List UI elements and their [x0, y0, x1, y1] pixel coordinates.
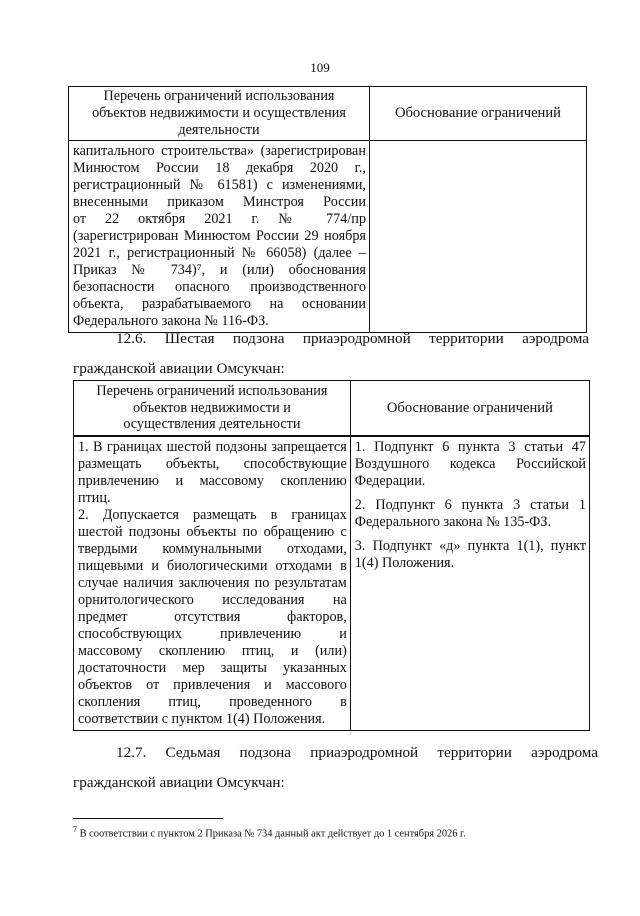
justification-item [355, 439, 586, 490]
justification-item [355, 538, 586, 572]
table-row [69, 141, 587, 333]
table-row [74, 436, 590, 731]
text-line: от 22 октября 2021 г. № 774/пр [73, 211, 366, 227]
text-line: случае наличия заключения по результатам [78, 575, 347, 591]
text-line: объекта, разрабатываемого на основании [73, 296, 366, 312]
footnote-text: В соответствии с пунктом 2 Приказа № 734 данный акт действует до 1 сентября 2026 г. [79, 828, 466, 840]
restrictions-text [78, 439, 347, 728]
text-line: 1. Подпункт 6 пункта 3 статьи 47 [354, 439, 586, 455]
text-line: Федерации. [354, 473, 426, 489]
text-line: соответствии с пунктом 1(4) Положения. [78, 711, 326, 727]
text-line: шестой подзоны объекты по обращению с [78, 524, 347, 540]
text-line: массовому скоплению птиц, и (или) [78, 643, 347, 659]
text-line: Воздушного кодекса Российской [354, 456, 586, 472]
justification-item [355, 497, 586, 531]
subzone-6-restrictions-table [73, 380, 590, 731]
footnote-mark: 7 [73, 825, 77, 834]
text-line: предмет отсутствия факторов, [78, 609, 347, 625]
justification-text [355, 439, 586, 572]
text-line: Федерального закона № 135-ФЗ. [354, 514, 552, 530]
section-12-7-heading: 12.7. Седьмая подзона приаэродромной территории аэродрома гражданской авиации Омсукчан: [73, 744, 598, 791]
section-12-6-heading: 12.6. Шестая подзона приаэродромной территории аэродрома гражданской авиации Омсукчан: [73, 330, 589, 377]
text-line: безопасности опасного производственного [73, 279, 366, 295]
text-line: орнитологического исследования на [78, 592, 347, 608]
restrictions-table-continued [68, 86, 587, 333]
text-line: птиц. [78, 490, 111, 506]
text-line: 1. В границах шестой подзоны запрещается [78, 439, 347, 455]
text-line: привлечению и массовому скоплению [78, 473, 347, 489]
header-justification: Обоснование ограничений [350, 381, 589, 437]
text-line: 3. Подпункт «д» пункта 1(1), пункт [354, 538, 586, 554]
text-line: 2021 г., регистрационный № 66058) (далее – [73, 245, 366, 261]
text-line: 1(4) Положения. [354, 555, 455, 571]
text-line: Минюстом России 18 декабря 2020 г., [73, 160, 366, 176]
page-number: 109 [310, 60, 330, 75]
restrictions-cell [74, 436, 351, 731]
text-line: твердыми коммунальными отходами, [78, 541, 347, 557]
restrictions-cell [69, 141, 370, 333]
text-line: пищевыми и биологическими отходами в [78, 558, 347, 574]
table-header-row [69, 87, 587, 141]
footnote [73, 823, 593, 840]
header-restrictions-list: Перечень ограничений использования объектов недвижимости и осуществления деятельности [74, 381, 351, 437]
text-line: 2. Допускается размещать в границах [78, 507, 347, 523]
text-line: регистрационный № 61581) с изменениями, [73, 177, 366, 193]
text-line: объектов от привлечения и массового [78, 677, 347, 693]
text-line: Федерального закона № 116-ФЗ. [73, 313, 269, 329]
text-line: достаточности мер защиты указанных [78, 660, 347, 676]
text-line: (зарегистрирован Минюстом России 29 ноября [73, 228, 366, 244]
header-restrictions-list: Перечень ограничений использования объектов недвижимости и осуществления деятельности [69, 87, 370, 141]
restrictions-text [73, 143, 366, 330]
text-line: капитального строительства» (зарегистрирован [73, 143, 366, 159]
justification-cell [369, 141, 586, 333]
footnote-divider [73, 818, 223, 819]
table-header-row [74, 381, 590, 437]
text-line: 2. Подпункт 6 пункта 3 статьи 1 [354, 497, 586, 513]
header-justification: Обоснование ограничений [369, 87, 586, 141]
text-line: Приказ № 734)⁷, и (или) обоснования [73, 262, 366, 278]
text-line: способствующих привлечению и [78, 626, 347, 642]
justification-cell [350, 436, 589, 731]
text-line: внесенными приказом Минстроя России [73, 194, 366, 210]
text-line: размещать объекты, способствующие [78, 456, 347, 472]
text-line: скопления птиц, проведенного в [78, 694, 347, 710]
